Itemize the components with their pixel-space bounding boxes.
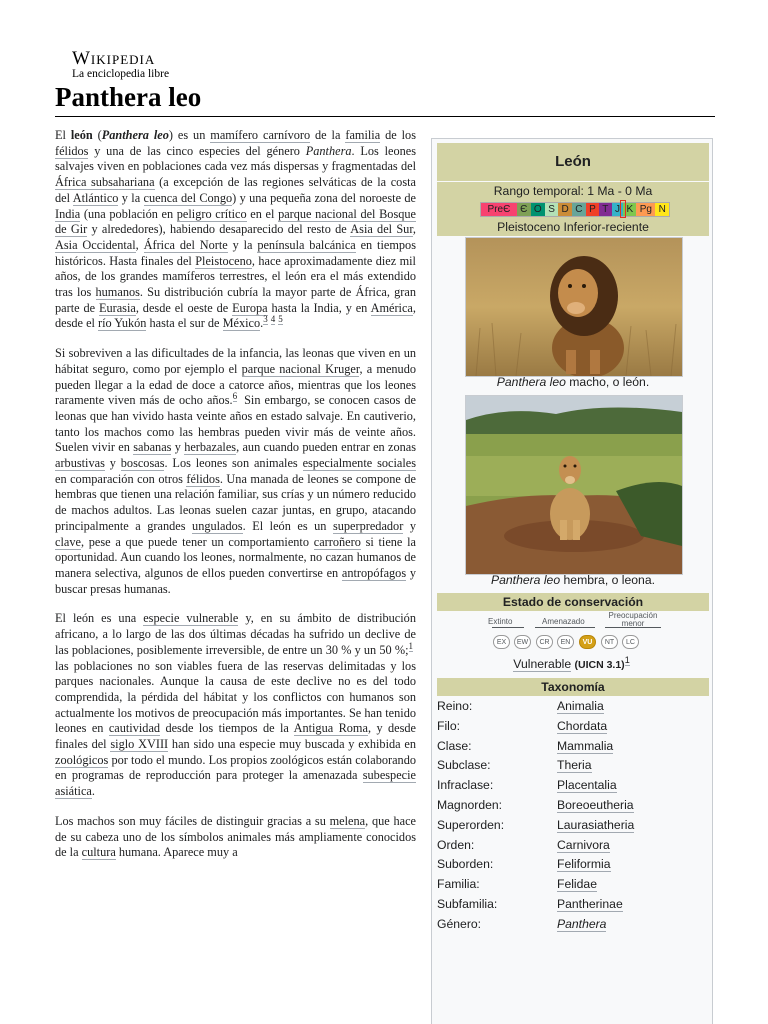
ref-3[interactable]: 3: [263, 314, 268, 325]
taxonomy-rank: Género:: [437, 916, 482, 931]
taxonomy-row: [437, 758, 709, 778]
timeline-period[interactable]: T: [599, 203, 612, 216]
taxonomy-row: [437, 778, 709, 798]
taxonomy-rank: Filo:: [437, 718, 461, 733]
taxonomy-row: [437, 857, 709, 877]
taxonomy-heading: Taxonomía: [437, 678, 709, 696]
paragraph-3: El león es una especie vulnerable y, en su ámbito de distribución africano, a lo largo de las dos últimas décadas ha sufrido un declive de las poblaciones, posiblemente irreversible, de entre un 30 % y un 50 %;$^1$ las poblaciones no son viables fuera de las reservas delimitadas y los parques nacionales. Aunque la causa de este declive no es del todo comprendida, la pérdida del hábitat y los conflictos con humanos son actualmente los motivos de preocupación más importantes. Se han tenido leones en cautividad desde los tiempos de la Antigua Roma, y desde finales del siglo XVIII han sido una especie muy buscada y exhibida en zoológicos por todo el mundo. Los propios zoológicos están colaborando en programas de reproducción para proteger la amenazada subespecie asiática.: [55, 611, 416, 799]
timeline-period[interactable]: C: [572, 203, 586, 216]
page-title: Panthera leo: [55, 82, 202, 112]
timeline-period[interactable]: Pg: [636, 203, 655, 216]
taxonomy-row: [437, 897, 709, 917]
wikipedia-logo[interactable]: [72, 50, 202, 81]
taxonomy-value: [557, 798, 634, 812]
cons-label-least-concern: Preocupación menor: [608, 611, 658, 628]
taxonomy-rank: Suborden:: [437, 857, 494, 872]
taxonomy-rank: Subclase:: [437, 758, 491, 773]
link-sabanas[interactable]: sabanas: [133, 440, 172, 455]
article-body: [55, 128, 416, 875]
link-cautividad[interactable]: cautividad: [108, 721, 161, 736]
link-boscosas[interactable]: boscosas: [120, 456, 165, 471]
link-pleistoceno[interactable]: Pleistoceno: [195, 253, 252, 268]
taxonomy-rank: Infraclase:: [437, 778, 494, 793]
temporal-range-period: Pleistoceno Inferior-reciente: [497, 220, 649, 234]
link-asia-occidental[interactable]: Asia Occidental: [55, 237, 136, 252]
temporal-range: [437, 182, 709, 236]
timeline-period[interactable]: PreЄ: [481, 203, 517, 216]
taxonomy-value: [557, 838, 610, 852]
timeline-period[interactable]: K: [623, 203, 636, 216]
logo-tagline: La enciclopedia libre: [72, 68, 170, 80]
taxonomy-rank: Orden:: [437, 837, 475, 852]
lioness-photo[interactable]: [465, 395, 683, 575]
conservation-scale: [437, 611, 709, 655]
taxonomy-link[interactable]: Carnivora: [557, 837, 610, 852]
taxonomy-link[interactable]: Theria: [557, 758, 592, 773]
taxonomy-value: [557, 719, 607, 733]
taxonomy-value: [557, 818, 634, 832]
link-especie-vulnerable[interactable]: especie vulnerable: [143, 611, 239, 626]
paragraph-2: Si sobreviven a las dificultades de la infancia, las leonas que viven en un hábitat seguro, como por ejemplo el parque nacional Kruger, a menudo pueden llegar a la edad de doce a catorce años, mientras que los leones raramente viven más de ocho años.$^6$ Sin embargo, se conocen casos de leonas que han vivido hasta veinte años en estado salvaje. En cautiverio, tanto los machos como las hembras pueden vivir más de veinte años. Suelen vivir en sabanas y herbazales, aun cuando pueden entrar en zonas arbustivas y boscosas. Los leones son animales especialmente sociales en comparación con otros félidos. Una manada de leones se compone de hembras que tienen una relación familiar, sus crías y un número reducido de machos adultos. Las leonas suelen cazar juntas, en grupo, atacando principalmente a grandes ungulados. El león es un superpredador y clave, pese a que puede tener un comportamiento carroñero si tiene la oportunidad. Aun cuando los leones, normalmente, no cazan humanos de manera selectiva, algunos de ellos pueden convertirse en antropófagos y buscar presas humanas.: [55, 346, 417, 596]
cons-cr: CR: [536, 635, 553, 649]
taxonomy-row: [437, 719, 709, 739]
link-africa-del-norte[interactable]: África del Norte: [143, 237, 228, 252]
title-divider: [55, 116, 715, 117]
link-cultura[interactable]: cultura: [81, 845, 116, 860]
taxonomy-link[interactable]: Boreoeutheria: [557, 798, 634, 812]
taxonomy-rank: Subfamilia:: [437, 897, 498, 911]
taxonomy-link[interactable]: Placentalia: [557, 778, 617, 793]
cons-lc: LC: [622, 635, 639, 649]
infobox-title: León: [437, 143, 709, 181]
conservation-status: Vulnerable (UICN 3.1)$^1$: [513, 654, 630, 671]
cons-nt: NT: [601, 635, 618, 649]
cons-ew: EW: [514, 635, 531, 649]
taxonomy-value: [557, 778, 617, 792]
link-arbustivas[interactable]: arbustivas: [55, 456, 105, 471]
ref-1[interactable]: 1: [408, 640, 413, 651]
taxonomy-link[interactable]: Chordata: [557, 718, 608, 733]
link-antigua-roma[interactable]: Antigua Roma: [293, 721, 368, 736]
taxonomy-link[interactable]: Feliformia: [557, 857, 611, 872]
taxonomy-row: [437, 739, 709, 759]
timeline-range-marker: [620, 200, 626, 218]
link-rio-yukon[interactable]: río Yukón: [98, 316, 147, 331]
cons-label-threatened: Amenazado: [542, 617, 585, 626]
link-mexico[interactable]: México: [222, 316, 261, 331]
taxonomy-row: [437, 798, 709, 818]
taxonomy-row: [437, 699, 709, 719]
link-atlantico[interactable]: Atlántico: [72, 190, 119, 205]
taxonomy-link[interactable]: Laurasiatheria: [557, 817, 635, 832]
taxonomy-value: [557, 739, 613, 753]
link-asia-del-sur[interactable]: Asia del Sur: [350, 222, 413, 237]
link-superpredador[interactable]: superpredador: [332, 518, 404, 533]
link-clave[interactable]: clave: [55, 534, 81, 549]
cons-label-extinct: Extinto: [488, 617, 513, 626]
taxonomy-row: [437, 818, 709, 838]
link-peligro-critico[interactable]: peligro crítico: [176, 206, 247, 221]
link-ungulados[interactable]: ungulados: [192, 518, 243, 533]
timeline-period[interactable]: P: [586, 203, 599, 216]
taxonomy-row: [437, 838, 709, 858]
taxonomy-rank: Familia:: [437, 877, 480, 892]
timeline-period[interactable]: D: [558, 203, 572, 216]
ref-6[interactable]: 6: [232, 391, 238, 402]
taxonomy-link[interactable]: Pantherinae: [557, 897, 623, 911]
link-vulnerable[interactable]: Vulnerable: [513, 657, 572, 671]
taxonomy-link[interactable]: Animalia: [557, 699, 604, 713]
link-carronero[interactable]: carroñero: [313, 534, 361, 549]
link-america[interactable]: América: [370, 300, 413, 315]
ref-4[interactable]: 4: [270, 314, 276, 325]
logo-wordmark: Wikipedia: [72, 48, 156, 69]
timeline-period[interactable]: J: [612, 203, 624, 216]
timeline-period[interactable]: S: [545, 203, 558, 216]
taxonomy-rank: Magnorden:: [437, 798, 503, 812]
taxonomy-rank: Reino:: [437, 699, 473, 713]
taxonomy-link[interactable]: Felidae: [557, 877, 597, 892]
temporal-range-label: Rango temporal: 1 Ma - 0 Ma: [493, 184, 653, 198]
timeline-period[interactable]: O: [531, 203, 545, 216]
taxonomy-rank: Superorden:: [437, 817, 505, 832]
taxonomy-value: [557, 758, 592, 772]
taxonomy-value: [557, 877, 597, 891]
link-parque-gir[interactable]: parque nacional del Bosque de Gir: [55, 206, 416, 237]
taxonomy-value: [557, 897, 623, 911]
link-zoologicos[interactable]: zoológicos: [55, 752, 109, 767]
link-siglo-xviii[interactable]: siglo XVIII: [110, 737, 169, 752]
link-felidos-2[interactable]: félidos: [186, 471, 220, 486]
link-africa-subsahariana[interactable]: África subsahariana: [55, 175, 155, 190]
link-especialmente-sociales[interactable]: especialmente sociales: [302, 456, 417, 471]
link-subespecie-asiatica[interactable]: subespecie asiática: [55, 768, 416, 799]
geologic-timeline: [480, 202, 670, 217]
infobox: [431, 138, 713, 1024]
link-cuenca-del-congo[interactable]: cuenca del Congo: [143, 190, 233, 205]
link-europa[interactable]: Europa: [232, 300, 268, 315]
taxonomy-row: [437, 877, 709, 897]
link-india[interactable]: India: [55, 206, 81, 221]
paragraph-4: Los machos son muy fáciles de distinguir gracias a su melena, que hace de su cabeza uno de los símbolos animales más ampliamente conocidos de la cultura humana. Aparece muy a: [55, 813, 416, 860]
taxonomy-value: [557, 699, 604, 713]
taxonomy-link[interactable]: Panthera: [557, 916, 607, 931]
link-humanos[interactable]: humanos: [95, 285, 140, 300]
timeline-period[interactable]: Є: [517, 203, 531, 216]
lioness-caption: Panthera leo hembra, o leona.: [491, 573, 655, 587]
ref-uicn[interactable]: 1: [624, 654, 630, 665]
link-antropofagos[interactable]: antropófagos: [341, 565, 407, 580]
link-eurasia[interactable]: Eurasia: [98, 300, 136, 315]
link-herbazales[interactable]: herbazales: [184, 440, 237, 455]
conservation-heading: Estado de conservación: [437, 593, 709, 611]
ref-5[interactable]: 5: [278, 314, 283, 325]
paragraph-1: El león (Panthera leo) es un mamífero carnívoro de la familia de los félidos y una de las cinco especies del género Panthera. Los leones salvajes viven en poblaciones cada vez más dispersas y fragmentadas del África subsahariana (a excepción de las regiones selváticas de la costa del Atlántico y la cuenca del Congo) y una pequeña zona del noroeste de India (una población en peligro crítico en el parque nacional del Bosque de Gir y alrededores), habiendo desaparecido del resto de Asia del Sur, Asia Occidental, África del Norte y la península balcánica en tiempos históricos. Hasta finales del Pleistoceno, hace aproximadamente diez mil años, de los grandes mamíferos terrestres, el león era el más extendido tras los humanos. Su distribución cubría la mayor parte de África, gran parte de Eurasia, desde el oeste de Europa hasta la India, y en América, desde el río Yukón hasta el sur de México.$^{3 4 5}$: [55, 128, 416, 331]
taxonomy-row: [437, 917, 709, 937]
taxonomy-link[interactable]: Mammalia: [557, 738, 614, 753]
link-parque-kruger[interactable]: parque nacional Kruger: [241, 361, 360, 376]
cons-en: EN: [557, 635, 574, 649]
taxonomy-rank: Clase:: [437, 738, 472, 753]
link-melena[interactable]: melena: [329, 813, 366, 828]
taxonomy-value: [557, 857, 611, 871]
link-peninsula-balcanica[interactable]: península balcánica: [257, 237, 356, 252]
cons-ex: EX: [493, 635, 510, 649]
male-lion-photo[interactable]: [465, 237, 683, 377]
link-familia[interactable]: familia: [345, 128, 381, 142]
link-mamifero-carnivoro[interactable]: mamífero carnívoro: [210, 128, 311, 142]
taxonomy-value: [557, 917, 606, 931]
timeline-period[interactable]: N: [655, 203, 669, 216]
cons-vu: VU: [579, 635, 596, 649]
link-felidos[interactable]: félidos: [55, 143, 89, 158]
male-lion-caption: Panthera leo macho, o león.: [496, 375, 650, 389]
